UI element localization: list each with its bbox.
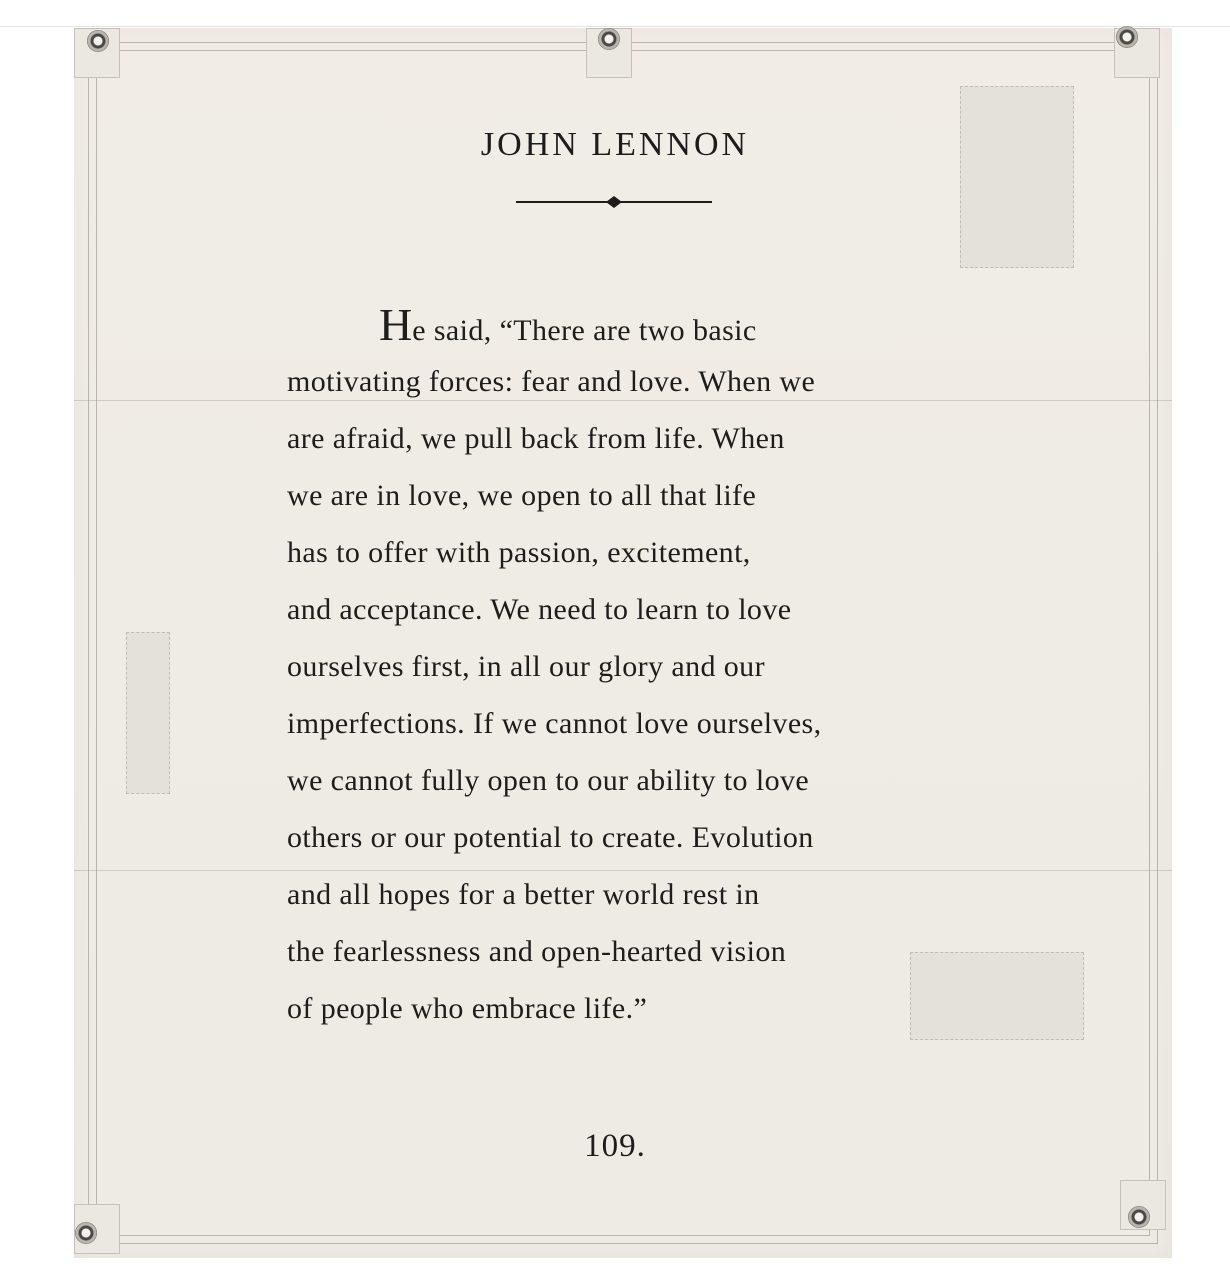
grommet-bottom-right-icon xyxy=(1128,1206,1150,1228)
diamond-divider-icon xyxy=(516,192,712,212)
quote-line: has to offer with passion, excitement, xyxy=(287,536,751,569)
grommet-top-center-icon xyxy=(598,28,620,50)
page-number: 109. xyxy=(584,1128,646,1164)
quote-line: and all hopes for a better world rest in xyxy=(287,878,760,911)
quote-line: and acceptance. We need to learn to love xyxy=(287,593,792,626)
quote-line: motivating forces: fear and love. When we xyxy=(287,365,816,398)
grommet-top-left-icon xyxy=(87,30,109,52)
quote-line: we cannot fully open to our ability to love xyxy=(287,764,810,797)
quote-line: we are in love, we open to all that life xyxy=(287,479,757,512)
photo-top-border xyxy=(0,26,1230,27)
quote-line: ourselves first, in all our glory and our xyxy=(287,650,765,683)
canvas-patch-left xyxy=(126,632,170,794)
page-title: JOHN LENNON xyxy=(480,126,750,163)
quote-line: others or our potential to create. Evolution xyxy=(287,821,814,854)
quote-line: imperfections. If we cannot love ourselves, xyxy=(287,707,822,740)
grommet-bottom-left-icon xyxy=(75,1222,97,1244)
drop-cap: H xyxy=(379,299,413,350)
quote-block xyxy=(287,296,947,1037)
grommet-top-right-icon xyxy=(1116,26,1138,48)
quote-line: He said, “There are two basic xyxy=(379,299,757,350)
canvas-patch-top-right xyxy=(960,86,1074,268)
quote-line: are afraid, we pull back from life. When xyxy=(287,422,785,455)
quote-line: the fearlessness and open-hearted vision xyxy=(287,935,787,968)
quote-line: of people who embrace life.” xyxy=(287,992,648,1025)
